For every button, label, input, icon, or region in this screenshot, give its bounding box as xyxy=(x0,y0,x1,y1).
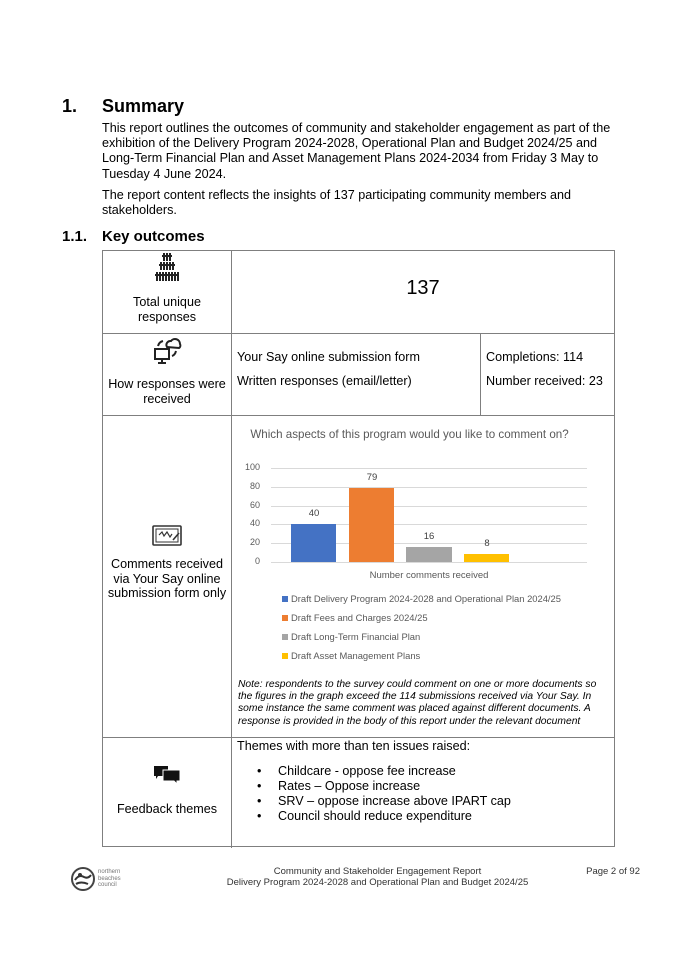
footer-title-line2: Delivery Program 2024-2028 and Operational Plan and Budget 2024/25 xyxy=(226,877,529,888)
table-row-feedback-themes xyxy=(103,765,231,817)
chart-note: Note: respondents to the survey could comment on one or more documents so the figures in the graph exceed the 114 submissions received via Your Say. In some instance the same comment was placed against different documents. A response is provided in the body of this report under the relevant document xyxy=(238,679,597,727)
key-outcomes-table xyxy=(102,250,615,847)
row-label: Total unique responses xyxy=(133,295,201,324)
legend-swatch xyxy=(282,615,288,621)
table-row-how-received xyxy=(103,337,231,406)
table-divider xyxy=(103,737,614,738)
table-divider xyxy=(103,415,614,416)
theme-item: • Rates – Oppose increase xyxy=(237,779,511,794)
footer-title-line1: Community and Stakeholder Engagement Report xyxy=(273,866,482,877)
y-tick: 60 xyxy=(249,500,260,510)
bar-value-label: 79 xyxy=(366,472,378,483)
intro-paragraph: This report outlines the outcomes of community and stakeholder engagement as part of the exhibition of the Delivery Program 2024-2028, Operational Plan and Budget 2024/25 and Long-Term Financial Plan and Asset Management Plans 2024-2034 from Friday 3 May to Tuesday 4 June 2024. xyxy=(102,121,611,181)
page-number: Page 2 of 92 xyxy=(586,866,640,877)
subsection-number: 1.1. xyxy=(62,228,88,245)
table-divider xyxy=(480,333,481,415)
bar-delivery-program xyxy=(291,524,336,562)
bar-value-label: 40 xyxy=(308,508,320,519)
legend-item: Draft Delivery Program 2024-2028 and Operational Plan 2024/25 xyxy=(282,593,561,604)
written-count: Number received: 23 xyxy=(486,374,603,388)
bar-value-label: 8 xyxy=(484,538,490,549)
computer-cloud-sync-icon xyxy=(152,337,182,365)
subsection-title: Key outcomes xyxy=(102,228,205,245)
x-axis-baseline xyxy=(271,562,587,563)
signature-form-icon xyxy=(152,525,182,547)
theme-item: • Childcare - oppose fee increase xyxy=(237,764,511,779)
speech-bubbles-icon xyxy=(153,765,181,785)
participants-paragraph: The report content reflects the insights of 137 participating community members and stakeholders. xyxy=(102,188,572,218)
table-divider xyxy=(103,333,614,334)
footer-title xyxy=(180,866,575,888)
bar-fees-charges xyxy=(349,488,394,562)
comments-bar-chart xyxy=(232,417,615,679)
bar-asset-management xyxy=(464,554,509,562)
legend-swatch xyxy=(282,596,288,602)
legend-swatch xyxy=(282,634,288,640)
method-online-form: Your Say online submission form xyxy=(237,350,420,364)
online-form-count: Completions: 114 xyxy=(486,350,584,364)
y-tick: 100 xyxy=(244,462,260,472)
bar-long-term-financial xyxy=(406,547,452,562)
theme-item: • Council should reduce expenditure xyxy=(237,809,511,824)
x-axis-label: Number comments received xyxy=(369,570,489,581)
y-tick: 0 xyxy=(254,556,260,566)
themes-heading: Themes with more than ten issues raised: xyxy=(237,739,471,753)
themes-list xyxy=(237,764,511,824)
row-label: How responses were received xyxy=(108,377,226,406)
y-tick: 40 xyxy=(249,518,260,528)
council-logo xyxy=(70,866,150,894)
bar-value-label: 16 xyxy=(423,531,435,542)
table-row-total-responses xyxy=(103,253,231,324)
method-written: Written responses (email/letter) xyxy=(237,374,412,388)
theme-item: • SRV – oppose increase above IPART cap xyxy=(237,794,511,809)
row-label: Feedback themes xyxy=(116,802,218,816)
total-responses-value: 137 xyxy=(406,277,440,299)
section-number: 1. xyxy=(62,96,78,116)
gridline xyxy=(271,468,587,469)
gridline xyxy=(271,506,587,507)
y-tick: 80 xyxy=(249,481,260,491)
section-title: Summary xyxy=(102,96,185,116)
legend-item: Draft Fees and Charges 2024/25 xyxy=(282,612,428,623)
legend-item: Draft Long-Term Financial Plan xyxy=(282,631,420,642)
row-label: Comments received via Your Say online submission form only xyxy=(107,557,227,600)
people-group-icon xyxy=(153,253,181,283)
table-row-comments xyxy=(103,525,231,601)
chart-title: Which aspects of this program would you like to comment on? xyxy=(250,428,569,441)
gridline xyxy=(271,487,587,488)
council-logo-icon xyxy=(70,866,96,892)
legend-item: Draft Asset Management Plans xyxy=(282,650,420,661)
legend-swatch xyxy=(282,653,288,659)
y-tick: 20 xyxy=(249,537,260,547)
logo-text: northern beaches council xyxy=(98,869,121,888)
